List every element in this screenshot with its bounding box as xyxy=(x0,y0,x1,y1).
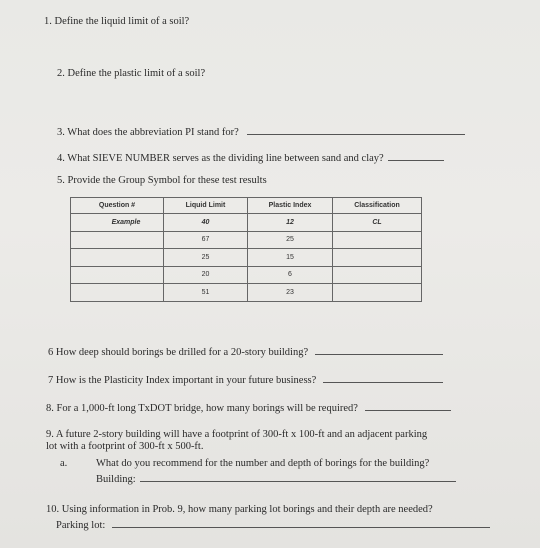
question-3-text: 3. What does the abbreviation PI stand for? xyxy=(57,127,239,138)
cell-classification[interactable] xyxy=(333,284,422,302)
header-classification: Classification xyxy=(333,198,422,214)
table-row xyxy=(71,249,422,267)
cell-example-label: Example xyxy=(71,214,164,232)
question-2: 2. Define the plastic limit of a soil? xyxy=(57,68,206,79)
question-8 xyxy=(46,400,451,415)
question-6 xyxy=(48,344,443,359)
cell-liquid-limit: 51 xyxy=(164,284,248,302)
cell-classification[interactable] xyxy=(333,249,422,267)
cell-question-number[interactable] xyxy=(71,266,164,284)
header-liquid-limit: Liquid Limit xyxy=(164,198,248,214)
header-question-number: Question # xyxy=(71,198,164,214)
table-row xyxy=(71,284,422,302)
cell-liquid-limit: 67 xyxy=(164,231,248,249)
header-plastic-index: Plastic Index xyxy=(248,198,333,214)
parking-lot-label: Parking lot: xyxy=(56,520,106,531)
question-7 xyxy=(48,372,443,387)
cell-question-number[interactable] xyxy=(71,249,164,267)
question-9-line-1: 9. A future 2-story building will have a footprint of 300-ft x 100-ft and an adjacent parking xyxy=(46,429,428,440)
building-label: Building: xyxy=(96,474,136,485)
answer-line-4[interactable] xyxy=(388,150,444,161)
question-10-parking xyxy=(56,517,490,532)
cell-classification[interactable] xyxy=(333,266,422,284)
results-table xyxy=(70,197,422,302)
cell-plastic-index: 25 xyxy=(248,231,333,249)
cell-plastic-index: 15 xyxy=(248,249,333,267)
table-row xyxy=(71,266,422,284)
question-1: 1. Define the liquid limit of a soil? xyxy=(44,16,190,27)
cell-question-number[interactable] xyxy=(71,284,164,302)
cell-example-plastic-index: 12 xyxy=(248,214,333,232)
answer-line-8[interactable] xyxy=(365,400,451,411)
question-9a-text: What do you recommend for the number and depth of borings for the building? xyxy=(96,458,430,469)
parking-lot-answer-line[interactable] xyxy=(112,517,490,528)
cell-question-number[interactable] xyxy=(71,231,164,249)
question-9a-building xyxy=(96,471,456,486)
question-9a-label: a. xyxy=(60,458,68,469)
question-8-text: 8. For a 1,000-ft long TxDOT bridge, how many borings will be required? xyxy=(46,403,358,414)
question-4-text: 4. What SIEVE NUMBER serves as the dividing line between sand and clay? xyxy=(57,153,384,164)
question-4 xyxy=(57,150,444,165)
answer-line-3[interactable] xyxy=(247,124,465,135)
table-row-example xyxy=(71,214,422,232)
cell-plastic-index: 6 xyxy=(248,266,333,284)
table-header-row xyxy=(71,198,422,214)
question-3 xyxy=(57,124,465,139)
cell-example-classification: CL xyxy=(333,214,422,232)
question-6-text: 6 How deep should borings be drilled for a 20-story building? xyxy=(48,347,309,358)
cell-example-liquid-limit: 40 xyxy=(164,214,248,232)
table-row xyxy=(71,231,422,249)
question-5: 5. Provide the Group Symbol for these test results xyxy=(57,175,267,186)
answer-line-7[interactable] xyxy=(323,372,443,383)
cell-liquid-limit: 25 xyxy=(164,249,248,267)
cell-plastic-index: 23 xyxy=(248,284,333,302)
cell-liquid-limit: 20 xyxy=(164,266,248,284)
question-9-line-2: lot with a footprint of 300-ft x 500-ft. xyxy=(46,441,204,452)
answer-line-6[interactable] xyxy=(315,344,443,355)
cell-classification[interactable] xyxy=(333,231,422,249)
building-answer-line[interactable] xyxy=(140,471,456,482)
question-10-line-1: 10. Using information in Prob. 9, how many parking lot borings and their depth are needed? xyxy=(46,504,433,515)
question-7-text: 7 How is the Plasticity Index important in your future business? xyxy=(48,375,317,386)
